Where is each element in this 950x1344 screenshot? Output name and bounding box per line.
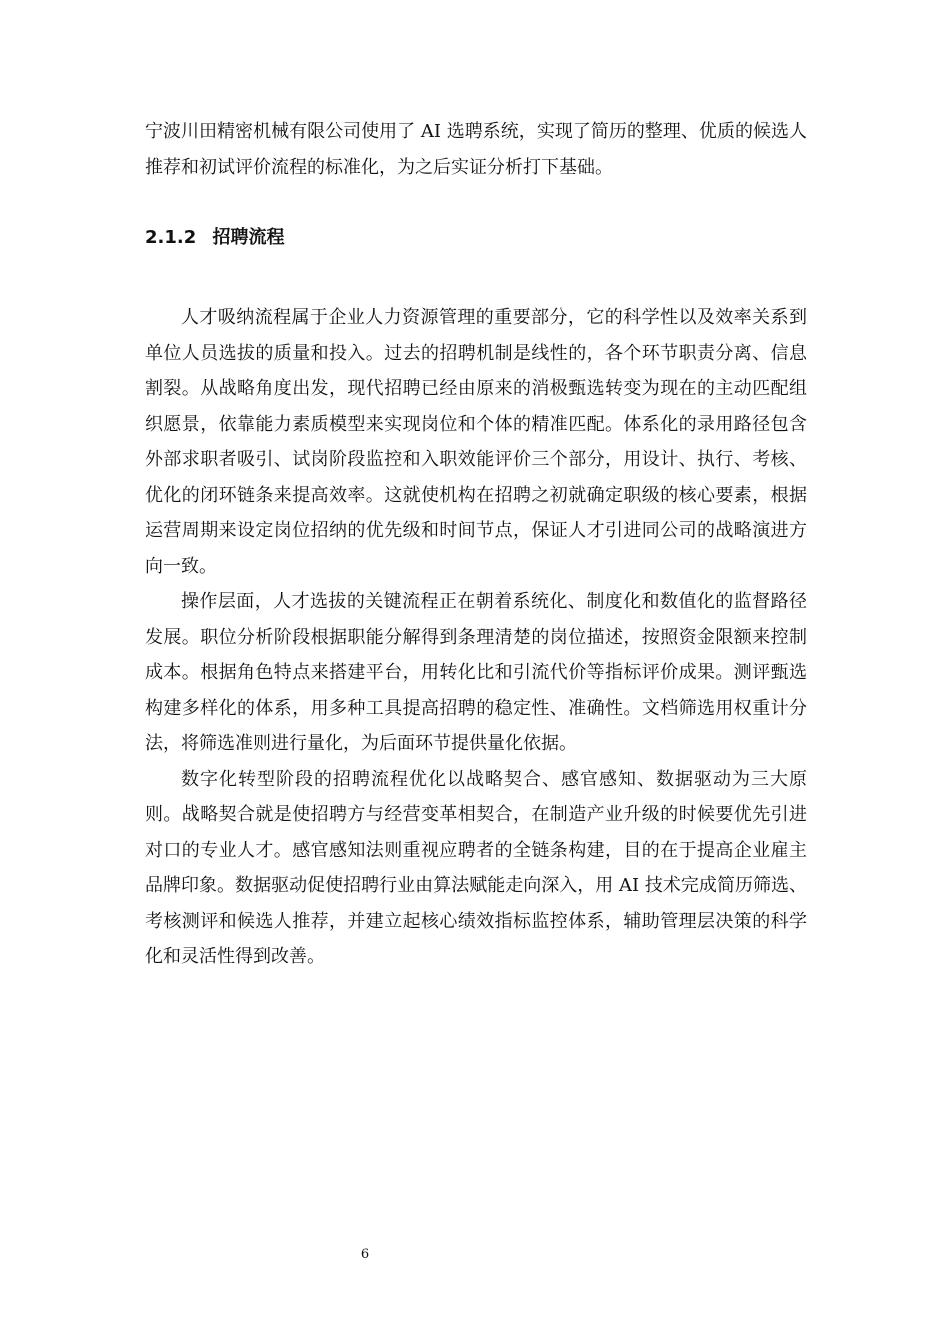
page-body bbox=[145, 114, 807, 975]
section-number: 2.1.2 bbox=[145, 227, 197, 248]
page-number: 6 bbox=[360, 1247, 370, 1262]
section-heading bbox=[145, 223, 807, 253]
body-paragraph-2: 操作层面，人才选拔的关键流程正在朝着系统化、制度化和数值化的监督路径发展。职位分析阶段根据职能分解得到条理清楚的岗位描述，按照资金限额来控制成本。根据角色特点来搭建平台，用转化比和引流代价等指标评价成果。测评甄选构建多样化的体系，用多种工具提高招聘的稳定性、准确性。文档筛选用权重计分法，将筛选准则进行量化，为后面环节提供量化依据。 bbox=[145, 591, 807, 754]
body-paragraph-1: 人才吸纳流程属于企业人力资源管理的重要部分，它的科学性以及效率关系到单位人员选拔的质量和投入。过去的招聘机制是线性的，各个环节职责分离、信息割裂。从战略角度出发，现代招聘已经由原来的消极甄选转变为现在的主动匹配组织愿景，依靠能力素质模型来实现岗位和个体的精准匹配。体系化的录用路径包含外部求职者吸引、试岗阶段监控和入职效能评价三个部分，用设计、执行、考核、优化的闭环链条来提高效率。这就使机构在招聘之初就确定职级的核心要素，根据运营周期来设定岗位招纳的优先级和时间节点，保证人才引进同公司的战略演进方向一致。 bbox=[145, 307, 807, 577]
body-paragraph-3: 数字化转型阶段的招聘流程优化以战略契合、感官感知、数据驱动为三大原则。战略契合就是使招聘方与经营变革相契合，在制造产业升级的时候要优先引进对口的专业人才。感官感知法则重视应聘者的全链条构建，目的在于提高企业雇主品牌印象。数据驱动促使招聘行业由算法赋能走向深入，用 AI 技术完成简历筛选、考核测评和候选人推荐，并建立起核心绩效指标监控体系，辅助管理层决策的科学化和灵活性得到改善。 bbox=[145, 768, 807, 967]
intro-paragraph: 宁波川田精密机械有限公司使用了 AI 选聘系统，实现了简历的整理、优质的候选人推荐和初试评价流程的标准化，为之后实证分析打下基础。 bbox=[145, 121, 807, 178]
section-title: 招聘流程 bbox=[212, 227, 285, 248]
